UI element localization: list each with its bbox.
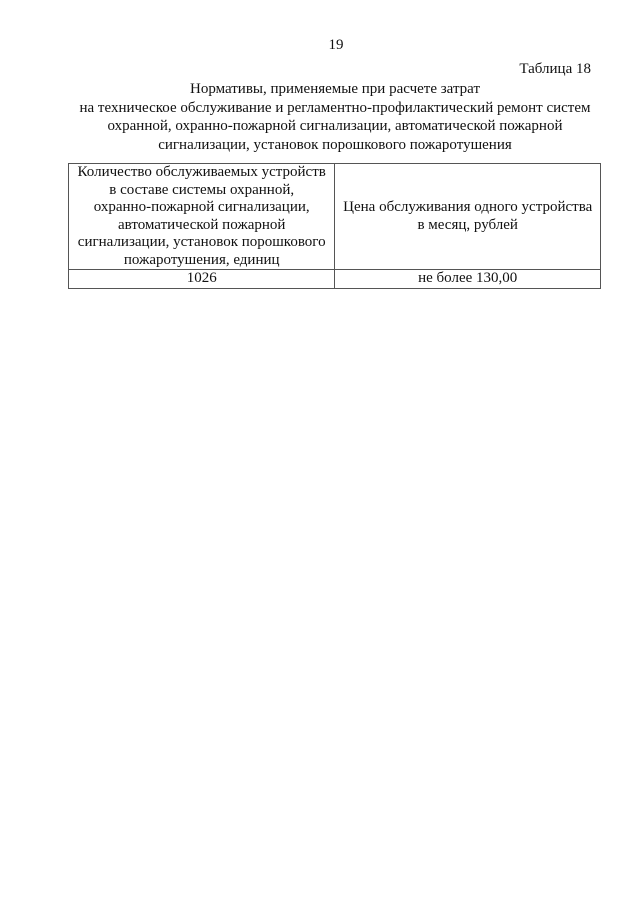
heading-line: на техническое обслуживание и регламентно-профилактический ремонт систем xyxy=(79,99,591,116)
header-line: в составе системы охранной, xyxy=(109,181,295,198)
heading-line: Нормативы, применяемые при расчете затрат xyxy=(189,81,481,97)
header-line: Цена обслуживания одного устройства xyxy=(343,199,593,215)
table-row xyxy=(69,270,601,289)
document-heading xyxy=(60,80,610,154)
norms-table xyxy=(68,163,601,289)
header-line: Количество обслуживаемых устройств xyxy=(77,164,326,180)
header-cell-device-count xyxy=(69,164,335,270)
table-label: Таблица 18 xyxy=(519,61,591,77)
header-line: сигнализации, установок порошкового xyxy=(77,234,326,250)
cell-service-price: не более 130,00 xyxy=(335,270,601,289)
page-number: 19 xyxy=(328,37,344,53)
header-line: охранно-пожарной сигнализации, xyxy=(93,199,310,215)
heading-line: сигнализации, установок порошкового пожаротушения xyxy=(158,136,512,153)
header-cell-service-price xyxy=(335,164,601,270)
header-line: в месяц, рублей xyxy=(417,216,518,233)
header-line: пожаротушения, единиц xyxy=(123,251,280,268)
cell-device-count: 1026 xyxy=(69,270,335,289)
header-line: автоматической пожарной xyxy=(117,216,286,233)
table-header-row xyxy=(69,164,601,270)
heading-line: охранной, охранно-пожарной сигнализации, автоматической пожарной xyxy=(107,118,563,134)
